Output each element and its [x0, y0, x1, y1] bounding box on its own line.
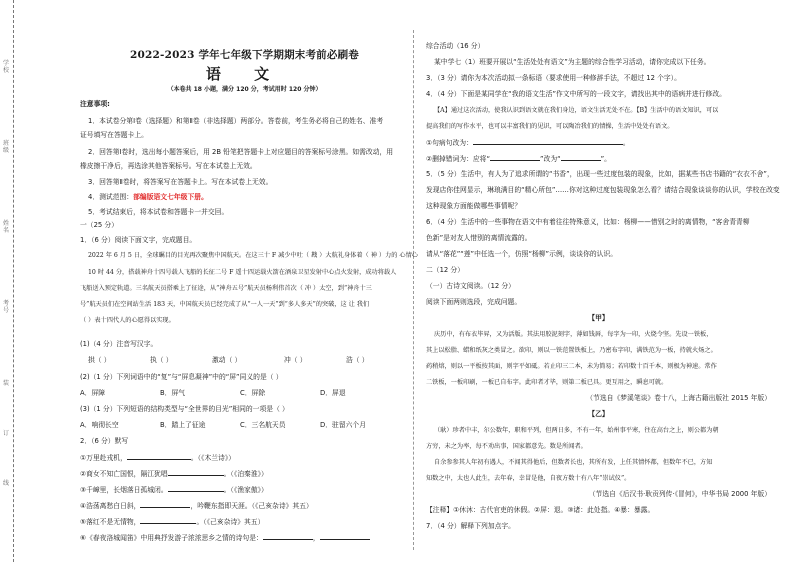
question-7: 7．（4 分）解释下列加点字。 [426, 522, 515, 530]
poem-line: ①万里赴戎机， 。（《木兰诗》） [80, 454, 236, 462]
question-5: 5．（5 分）生活中，有人为了追求所谓的“书香”，出现一些过度包装的现象，比如，据某些书店书籍的“衣衣不舍”， [426, 170, 774, 178]
jia-line: 二铁板，一板印刷，一板已自布字。此印者才毕，则第二板已具。更互用之，瞬息可就。 [426, 379, 668, 386]
yi-line: 自余参参其人年初有遇人，不闻其得他后，但数者长也，其所有发，上任其情怀都，但数年不已，方知 [434, 459, 713, 466]
answer-blank[interactable] [140, 501, 190, 508]
option-b[interactable]: B．踏上了征途 [160, 421, 206, 429]
question-4: 4．（4 分）下面是某同学在“我的语文生活”作文中所写的一段文字，请找出其中的语病并进行修改。 [426, 90, 726, 98]
poem-line: ⑤落红不是无情物， 。（《己亥杂诗》其五） [80, 518, 265, 526]
poem-line: ④浩荡离愁白日斜， ，吟鞭东指即天涯。（《己亥杂诗》其五） [80, 502, 313, 510]
exam-title: 2022-2023 学年七年级下学期期末考前必刷卷 [130, 49, 359, 61]
question-6: 请从“落花”“莲”中任选一个，仿照“杨柳”示例，谈谈你的认识。 [426, 250, 618, 258]
yi-line: 知数之中，太也人此生，去年春，幸冒是他，自夜方数十有八年“崇试仪”。 [426, 475, 631, 482]
passage-line: 10 时 44 分，搭载神舟十四号载人飞船的长征二号 F 遥十四运载火箭在酒泉卫星发射中心点火发射，成功将载人 [88, 269, 397, 276]
exam-meta: （本卷共 18 小题，满分 120 分，考试用时 120 分钟） [167, 86, 322, 93]
pinyin-item[interactable]: 浩（ ） [346, 356, 369, 364]
question-1-2: (2)（1 分）下列词语中的“复”与“屏息凝神”中的“屏”同义的是（ ） [80, 373, 283, 381]
passage-line: 2022 年 6 月 5 日，全球瞩目的目光再次聚焦中国航天。在这三十 F 减少中吐（ 戡 ）大航礼身体着（ 神 ）力的 心情心 [88, 252, 418, 259]
passage-label-jia: 【甲】 [588, 314, 609, 322]
question-1-1: (1)（4 分）注音写汉字。 [80, 340, 158, 348]
section-heading: 综合活动（16 分） [426, 42, 485, 50]
q4-text: 提高我们的写作水平，也可以丰富我们的见识，可以陶冶我们的情操，生活中处处有语文。 [426, 123, 674, 130]
question-1: 1．（6 分）阅读下面文字，完成题目。 [80, 236, 197, 244]
passage-line: （ ）表十四代人的心愿得以实现。 [80, 317, 175, 324]
answer-blank[interactable] [168, 469, 224, 476]
notice-item: 4．测试范围：部编版语文七年级下册。 [88, 193, 208, 201]
poem-line: ⑥《春夜洛城闻笛》中用典抒发游子浓浓思乡之情的诗句是： ， [80, 533, 370, 543]
notice-item: 橡皮擦干净后，再选涂其他答案标号。写在本试卷上无效。 [80, 162, 257, 170]
gutter-label: 考号 [2, 300, 9, 314]
poem-line: ③千嶂里，长烟落日孤城闭。 。（《渔家傲》） [80, 486, 268, 494]
option-d[interactable]: D．驻留六个月 [320, 421, 367, 429]
pinyin-item[interactable]: 冲（ ） [284, 356, 307, 364]
test-scope: 部编版语文七年级下册。 [133, 193, 208, 201]
sub-heading: （一）古诗文阅读。（12 分） [426, 282, 515, 290]
question-1-3: (3)（1 分）下列短语的结构类型与“全世界的目光”相同的一项是（ ） [80, 405, 289, 413]
jia-line: 庆历中，有布衣毕昇，又为活版。其法用胶泥刻字，薄如钱唇，每字为一印，火烧令坚。先设一铁板， [434, 331, 713, 338]
reading-instruction: 阅读下面两则选段，完成问题。 [426, 298, 522, 306]
answer-blank[interactable] [490, 154, 540, 161]
gutter-label: 线 [2, 480, 9, 487]
yi-source: （节选自《后汉书·耿贡列传·《冒何》，中华书局 2000 年版） [588, 490, 771, 498]
jia-line: 药稍熔，则以一平板按其面，则字平如砥。若止印三二本，未为简易；若印数十百千本，则极为神速。常作 [426, 363, 717, 370]
gutter-label: 订 [2, 430, 9, 437]
question-3: 3．（3 分）请你为本次活动拟一条标语（要求使用一种修辞手法，不超过 12 个字）。 [426, 74, 681, 82]
q4-fill: ①句病句改为： 。 [426, 139, 630, 147]
notice-heading: 注意事项: [80, 100, 110, 108]
q4-fill: ②删掉错词为：应将“ ”改为“ ”。 [426, 155, 611, 163]
question-2: 2．（6 分）默写 [80, 437, 129, 445]
option-b[interactable]: B．屏气 [160, 389, 186, 397]
answer-blank[interactable] [561, 154, 601, 161]
option-c[interactable]: C．屏除 [240, 389, 266, 397]
pinyin-item[interactable]: 激动（ ） [212, 356, 242, 364]
page-fold-line [413, 30, 414, 550]
answer-blank[interactable] [473, 138, 623, 145]
jia-line: 其上以松脂、蜡和纸灰之类冒之。欲印，则以一铁范置铁板上，乃密布字印，满铁范为一板，持就火炀之。 [426, 347, 717, 354]
option-d[interactable]: D．屏退 [320, 389, 346, 397]
q4-text: 【A】通过这次活动，使我认识到语文就在我们身边，语文生活无处不在。【B】生活中的语文知识，可以 [434, 107, 719, 114]
subject-title: 语 文 [205, 65, 284, 83]
answer-blank[interactable] [263, 533, 313, 540]
answer-blank[interactable] [320, 533, 370, 540]
pinyin-item[interactable]: 拱（ ） [88, 356, 111, 364]
question-5: 这种现象方面能做哪些事情呢？ [426, 202, 522, 210]
option-c[interactable]: C．三名航天员 [240, 421, 286, 429]
notice-item: 3．回答第Ⅱ卷时，将答案写在答题卡上。写在本试卷上无效。 [88, 178, 273, 186]
notice-item: 证号填写在答题卡上。 [80, 131, 148, 139]
part-heading: 二（12 分） [426, 266, 464, 274]
yi-line: 方穷，未之为率，每不劝出事，国家都意先。数是所闻者。 [426, 443, 587, 450]
passage-line: 号”航天员们在空间站生活 183 天，中国航天员已经完成了从“一人一天”到“多人多天”的突破，这 让 我们 [80, 301, 370, 308]
poem-line: ②商女不知亡国恨，隔江犹唱 。（《泊秦淮》） [80, 470, 268, 478]
answer-blank[interactable] [140, 517, 196, 524]
option-a[interactable]: A．屏障 [80, 389, 106, 397]
annotation-notes: 【注释】①休沐：古代官吏的休假。②屏：退。③诸：此处指。④暴：暴露。 [426, 506, 655, 514]
question-6: 6．（4 分）生活中的一些事物在语文中有着往往特殊意义，比如：杨柳——惜别之时的离情物，“客舍青青柳 [426, 218, 750, 226]
pinyin-item[interactable]: 执（ ） [150, 356, 173, 364]
gutter-label: 学校 [2, 60, 9, 74]
activity-intro: 某中学七（1）班要开展以“生活处处有语文”为主题的综合性学习活动，请你完成以下任务。 [434, 58, 711, 66]
notice-item: 5．考试结束后，将本试卷和答题卡一并交回。 [88, 208, 229, 216]
notice-item: 1．本试卷分第Ⅰ卷（选择题）和第Ⅱ卷（非选择题）两部分。答卷前，考生务必将自己的姓名、准考 [88, 117, 384, 125]
notice-item: 2．回答第Ⅰ卷时，选出每小题答案后，用 2B 铅笔把答题卡上对应题目的答案标号涂黑。如需改动，用 [88, 148, 394, 156]
gutter-label: 班级 [2, 140, 9, 154]
jia-source: （节选自《梦溪笔谈》卷十八，上海古籍出版社 2015 年版） [586, 394, 771, 402]
yi-line: （耿）珍者中丰，尔公数年，职和平列，但两日多，不有一年，始州事平寒，往在高台之上，则公都为朝 [434, 427, 719, 434]
part-heading: 一（25 分） [80, 221, 118, 229]
question-6: 色新”是对友人惜别的离情流露的。 [426, 234, 532, 242]
passage-line: 飞船送入预定轨道。三名航天员搭乘上了征途，从“神舟五号”航天员杨利伟首次（ 冲 ）太空，到“神舟十三 [80, 285, 372, 292]
gutter-label: 姓名 [2, 220, 9, 234]
answer-blank[interactable] [127, 453, 191, 460]
binding-margin [0, 0, 14, 562]
option-a[interactable]: A．响彻长空 [80, 421, 119, 429]
answer-blank[interactable] [168, 485, 224, 492]
passage-label-yi: 【乙】 [588, 410, 609, 418]
question-5: 发现店你佳网显示，琳琅满目的“精心所包”……你对这种过度包装现象怎么看？请结合现象谈谈你的认识，学校在改变 [426, 186, 780, 194]
gutter-label: 装 [2, 380, 9, 387]
